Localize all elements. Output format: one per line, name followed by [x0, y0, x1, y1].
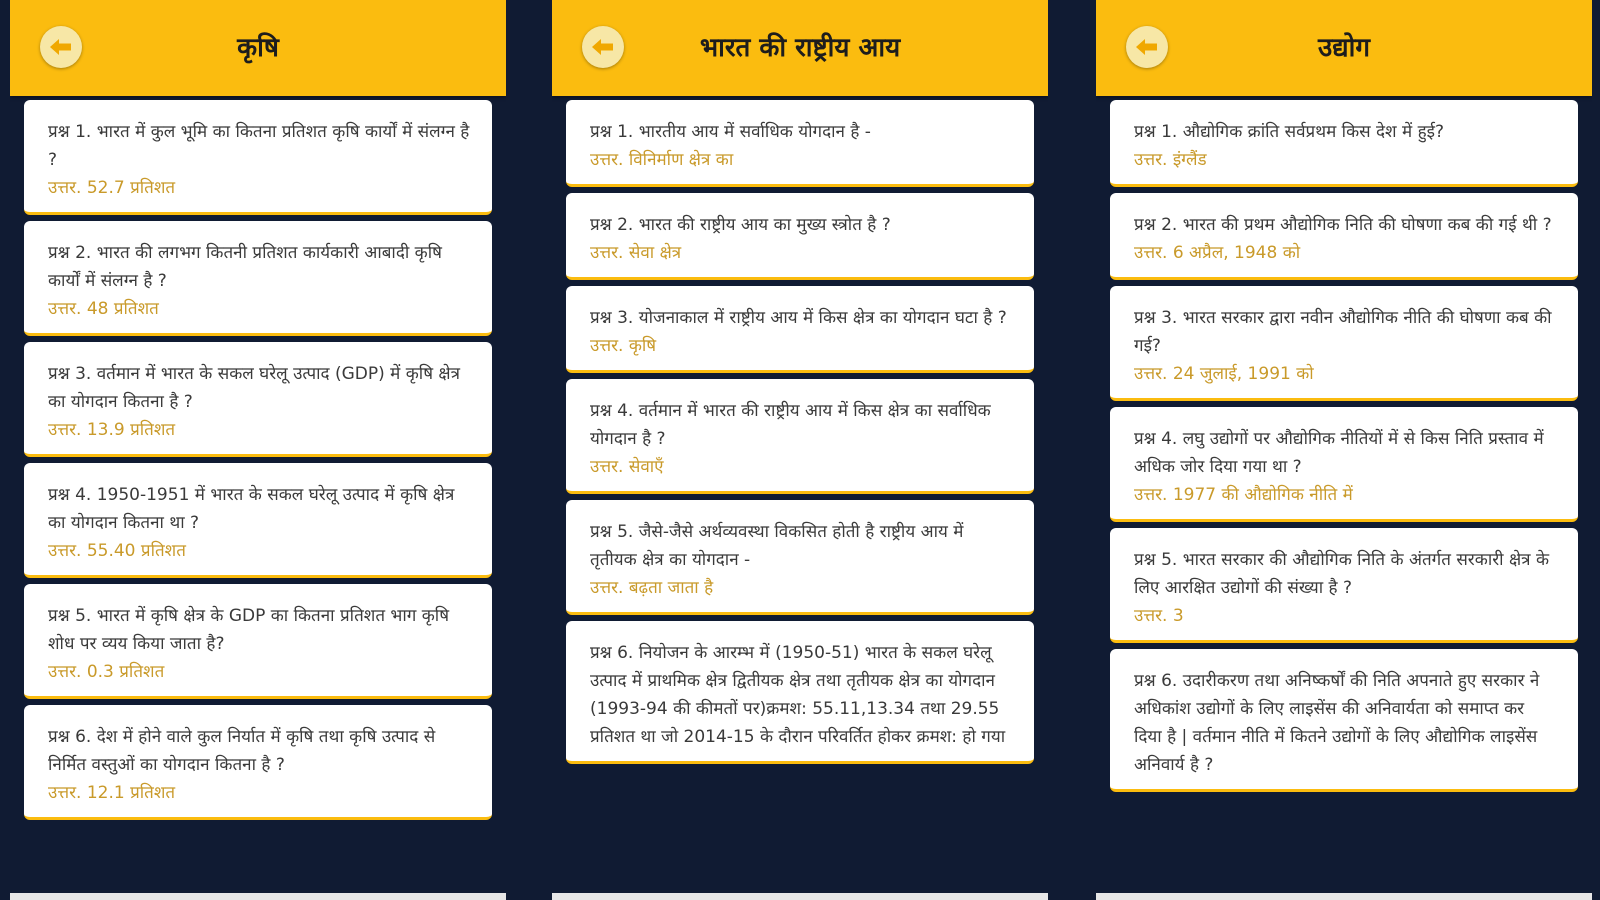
question-text: प्रश्न 3. योजनाकाल में राष्ट्रीय आय में किस क्षेत्र का योगदान घटा है ?	[590, 308, 1007, 328]
question-card[interactable]	[24, 584, 492, 699]
question-list	[24, 100, 492, 826]
question-card[interactable]	[566, 100, 1034, 187]
answer-text: उत्तर. 52.7 प्रतिशत	[48, 178, 176, 198]
question-card[interactable]	[566, 193, 1034, 280]
question-card[interactable]	[1110, 193, 1578, 280]
answer-text: उत्तर. 55.40 प्रतिशत	[48, 541, 186, 561]
question-text: प्रश्न 3. भारत सरकार द्वारा नवीन औद्योगिक नीति की घोषणा कब की गई?	[1134, 308, 1552, 356]
question-card[interactable]	[1110, 407, 1578, 522]
bottom-bar	[1096, 893, 1592, 900]
answer-text: उत्तर. विनिर्माण क्षेत्र का	[590, 150, 734, 170]
question-text: प्रश्न 6. नियोजन के आरम्भ में (1950-51) भारत के सकल घरेलू उत्पाद में प्राथमिक क्षेत्र द्वितीयक क्षेत्र तथा तृतीयक क्षेत्र का योगदान (1993-94 की कीमतों पर)क्रमश: 55.11,13.34 तथा 29.55 प्रतिशत था जो 2014-15 के दौरान परिवर्तित होकर क्रमश: हो गया	[590, 643, 1006, 747]
app-header	[552, 0, 1048, 96]
answer-text: उत्तर. 13.9 प्रतिशत	[48, 420, 176, 440]
page-title: उद्योग	[1317, 33, 1370, 63]
answer-text: उत्तर. सेवाएँ	[590, 457, 664, 477]
question-text: प्रश्न 4. 1950-1951 में भारत के सकल घरेलू उत्पाद में कृषि क्षेत्र का योगदान कितना था ?	[48, 485, 455, 533]
page-title: कृषि	[237, 33, 279, 63]
question-text: प्रश्न 1. भारतीय आय में सर्वाधिक योगदान है -	[590, 122, 871, 142]
app-header	[1096, 0, 1592, 96]
screen-panel-rashtriya-aay	[552, 0, 1048, 900]
question-card[interactable]	[566, 379, 1034, 494]
arrow-left-icon	[1135, 37, 1159, 57]
question-card[interactable]	[24, 342, 492, 457]
arrow-left-icon	[49, 37, 73, 57]
answer-text: उत्तर. इंग्लैंड	[1134, 150, 1207, 170]
page-title: भारत की राष्ट्रीय आय	[699, 33, 901, 63]
bottom-bar	[10, 893, 506, 900]
app-header	[10, 0, 506, 96]
answer-text: उत्तर. सेवा क्षेत्र	[590, 243, 682, 263]
answer-text: उत्तर. 48 प्रतिशत	[48, 299, 159, 319]
arrow-left-icon	[591, 37, 615, 57]
bottom-bar	[552, 893, 1048, 900]
answer-text: उत्तर. 0.3 प्रतिशत	[48, 662, 165, 682]
screen-panel-udyog	[1096, 0, 1592, 900]
question-text: प्रश्न 2. भारत की प्रथम औद्योगिक निति की घोषणा कब की गई थी ?	[1134, 215, 1552, 235]
answer-text: उत्तर. 24 जुलाई, 1991 को	[1134, 364, 1314, 384]
question-text: प्रश्न 3. वर्तमान में भारत के सकल घरेलू उत्पाद (GDP) में कृषि क्षेत्र का योगदान कितना है ?	[48, 364, 461, 412]
question-text: प्रश्न 1. औद्योगिक क्रांति सर्वप्रथम किस देश में हुई?	[1134, 122, 1444, 142]
question-list	[1110, 100, 1578, 798]
question-text: प्रश्न 4. वर्तमान में भारत की राष्ट्रीय आय में किस क्षेत्र का सर्वाधिक योगदान है ?	[590, 401, 991, 449]
question-text: प्रश्न 1. भारत में कुल भूमि का कितना प्रतिशत कृषि कार्यों में संलग्न है ?	[48, 122, 470, 170]
question-text: प्रश्न 5. भारत में कृषि क्षेत्र के GDP का कितना प्रतिशत भाग कृषि शोध पर व्यय किया जाता है?	[48, 606, 450, 654]
question-text: प्रश्न 6. उदारीकरण तथा अनिष्कर्षों की निति अपनाते हुए सरकार ने अधिकांश उद्योगों के लिए लाइसेंस की अनिवार्यता को समाप्त कर दिया है | वर्तमान नीति में कितने उद्योगों के लिए औद्योगिक लाइसेंस अनिवार्य है ?	[1134, 671, 1540, 775]
question-card[interactable]	[566, 621, 1034, 764]
question-list	[566, 100, 1034, 770]
answer-text: उत्तर. कृषि	[590, 336, 657, 356]
question-text: प्रश्न 2. भारत की राष्ट्रीय आय का मुख्य स्त्रोत है ?	[590, 215, 891, 235]
answer-text: उत्तर. 3	[1134, 606, 1184, 626]
screen-panel-krishi	[10, 0, 506, 900]
question-card[interactable]	[566, 286, 1034, 373]
question-text: प्रश्न 2. भारत की लगभग कितनी प्रतिशत कार्यकारी आबादी कृषि कार्यों में संलग्न है ?	[48, 243, 442, 291]
question-text: प्रश्न 5. जैसे-जैसे अर्थव्यवस्था विकसित होती है राष्ट्रीय आय में तृतीयक क्षेत्र का योगदान -	[590, 522, 964, 570]
question-card[interactable]	[24, 221, 492, 336]
answer-text: उत्तर. 1977 की औद्योगिक नीति में	[1134, 485, 1353, 505]
question-card[interactable]	[1110, 649, 1578, 792]
answer-text: उत्तर. 12.1 प्रतिशत	[48, 783, 176, 803]
back-button[interactable]	[40, 26, 82, 68]
question-card[interactable]	[1110, 100, 1578, 187]
back-button[interactable]	[582, 26, 624, 68]
question-text: प्रश्न 5. भारत सरकार की औद्योगिक निति के अंतर्गत सरकारी क्षेत्र के लिए आरक्षित उद्योगों की संख्या है ?	[1134, 550, 1550, 598]
back-button[interactable]	[1126, 26, 1168, 68]
question-card[interactable]	[24, 100, 492, 215]
question-text: प्रश्न 6. देश में होने वाले कुल निर्यात में कृषि तथा कृषि उत्पाद से निर्मित वस्तुओं का योगदान कितना है ?	[48, 727, 436, 775]
question-card[interactable]	[24, 463, 492, 578]
question-card[interactable]	[1110, 286, 1578, 401]
question-text: प्रश्न 4. लघु उद्योगों पर औद्योगिक नीतियों में से किस निति प्रस्ताव में अधिक जोर दिया गया था ?	[1134, 429, 1544, 477]
answer-text: उत्तर. बढ़ता जाता है	[590, 578, 714, 598]
question-card[interactable]	[24, 705, 492, 820]
question-card[interactable]	[1110, 528, 1578, 643]
question-card[interactable]	[566, 500, 1034, 615]
answer-text: उत्तर. 6 अप्रैल, 1948 को	[1134, 243, 1301, 263]
